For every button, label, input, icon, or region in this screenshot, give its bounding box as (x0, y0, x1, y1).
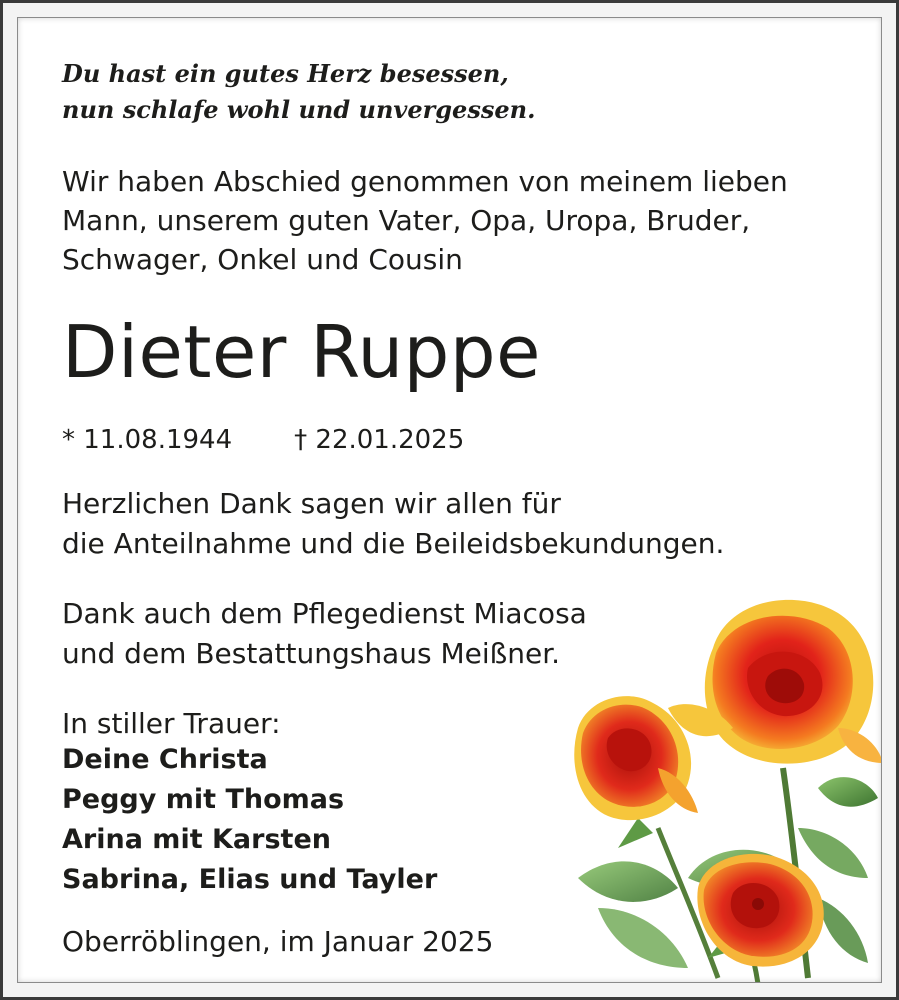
mourners-list (62, 740, 437, 900)
place-date: Oberröblingen, im Januar 2025 (62, 925, 494, 958)
roses-illustration (538, 578, 882, 983)
death-date: † 22.01.2025 (294, 425, 465, 455)
mourner-name: Sabrina, Elias und Tayler (62, 864, 438, 895)
mourner-name: Arina mit Karsten (62, 824, 331, 855)
additional-thanks-line-1: Dank auch dem Pflegedienst Miacosa (62, 597, 587, 630)
intro-line-3: Schwager, Onkel und Cousin (62, 243, 463, 276)
thanks-text (62, 484, 724, 564)
memorial-verse (62, 56, 535, 128)
verse-line-2: nun schlafe wohl und unvergessen. (62, 95, 536, 124)
mourner-name: Deine Christa (62, 744, 268, 775)
intro-line-2: Mann, unserem guten Vater, Opa, Uropa, Bruder, (62, 204, 751, 237)
thanks-line-1: Herzlichen Dank sagen wir allen für (62, 487, 561, 520)
obituary-notice (17, 17, 882, 983)
life-dates (62, 422, 464, 458)
deceased-name: Dieter Ruppe (62, 310, 541, 394)
additional-thanks (62, 594, 587, 674)
thanks-line-2: die Anteilnahme und die Beileidsbekundungen. (62, 527, 725, 560)
mourning-label: In stiller Trauer: (62, 707, 281, 740)
intro-text (62, 162, 788, 279)
additional-thanks-line-2: und dem Bestattungshaus Meißner. (62, 637, 561, 670)
mourner-name: Peggy mit Thomas (62, 784, 345, 815)
intro-line-1: Wir haben Abschied genommen von meinem lieben (62, 165, 788, 198)
verse-line-1: Du hast ein gutes Herz besessen, (62, 59, 509, 88)
birth-date: * 11.08.1944 (62, 425, 233, 455)
